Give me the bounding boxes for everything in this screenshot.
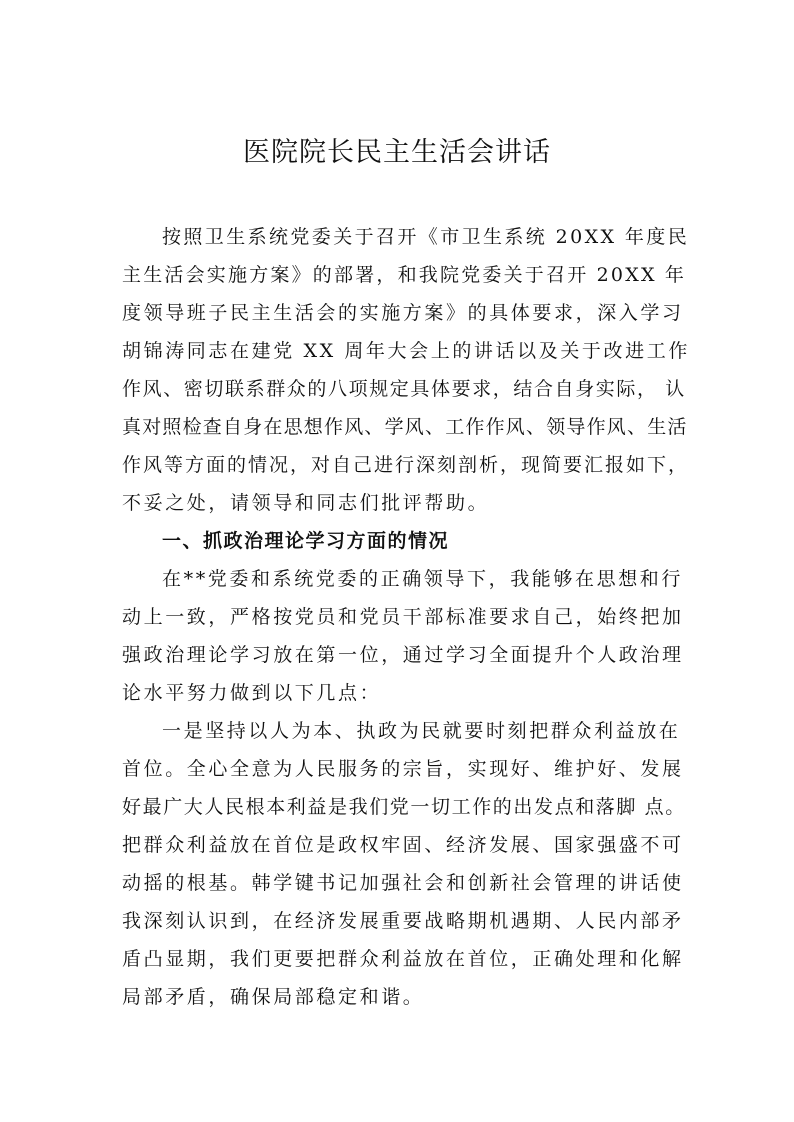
- paragraph-3-line: 盾凸显期，我们更要把群众利益放在首位，正确处理和化解: [122, 948, 684, 970]
- paragraph-2-line: 动上一致，严格按党员和党员干部标准要求自己，始终把加: [122, 606, 684, 628]
- paragraph-1-line: 作风等方面的情况，对自己进行深刻剖析，现简要汇报如下，: [122, 454, 690, 476]
- document-title: 医院院长民主生活会讲话: [243, 137, 551, 168]
- paragraph-1-line: 按照卫生系统党委关于召开《市卫生系统 20XX 年度民: [162, 226, 690, 248]
- paragraph-1-line: 不妥之处，请领导和同志们批评帮助。: [122, 492, 490, 514]
- paragraph-1-line: 度领导班子民主生活会的实施方案》的具体要求，深入学习: [122, 302, 684, 324]
- paragraph-2-line: 强政治理论学习放在第一位，通过学习全面提升个人政治理: [122, 644, 684, 666]
- paragraph-3-line: 我深刻认识到，在经济发展重要战略期机遇期、人民内部矛: [122, 910, 684, 932]
- paragraph-1-line: 胡锦涛同志在建党 XX 周年大会上的讲话以及关于改进工作: [122, 340, 690, 362]
- paragraph-3-line: 好最广大人民根本利益是我们党一切工作的出发点和落脚 点。: [122, 796, 686, 818]
- paragraph-2-line: 论水平努力做到以下几点：: [122, 682, 382, 704]
- paragraph-3-line: 一是坚持以人为本、执政为民就要时刻把群众利益放在: [162, 720, 681, 742]
- paragraph-1-line: 真对照检查自身在思想作风、学风、工作作风、领导作风、生活: [122, 416, 688, 438]
- paragraph-2-line: 在**党委和系统党委的正确领导下，我能够在思想和行: [162, 568, 684, 590]
- paragraph-1-line: 作风、密切联系群众的八项规定具体要求，结合自身实际， 认: [122, 378, 686, 400]
- section-heading: 一、抓政治理论学习方面的情况: [162, 530, 450, 552]
- paragraph-1-line: 主生活会实施方案》的部署，和我院党委关于召开 20XX 年: [122, 264, 687, 286]
- paragraph-3-line: 首位。全心全意为人民服务的宗旨，实现好、维护好、发展: [122, 758, 684, 780]
- paragraph-3-line: 局部矛盾，确保局部稳定和谐。: [122, 986, 425, 1008]
- paragraph-3-line: 把群众利益放在首位是政权牢固、经济发展、国家强盛不可: [122, 834, 684, 856]
- paragraph-3-line: 动摇的根基。韩学键书记加强社会和创新社会管理的讲话使: [122, 872, 684, 894]
